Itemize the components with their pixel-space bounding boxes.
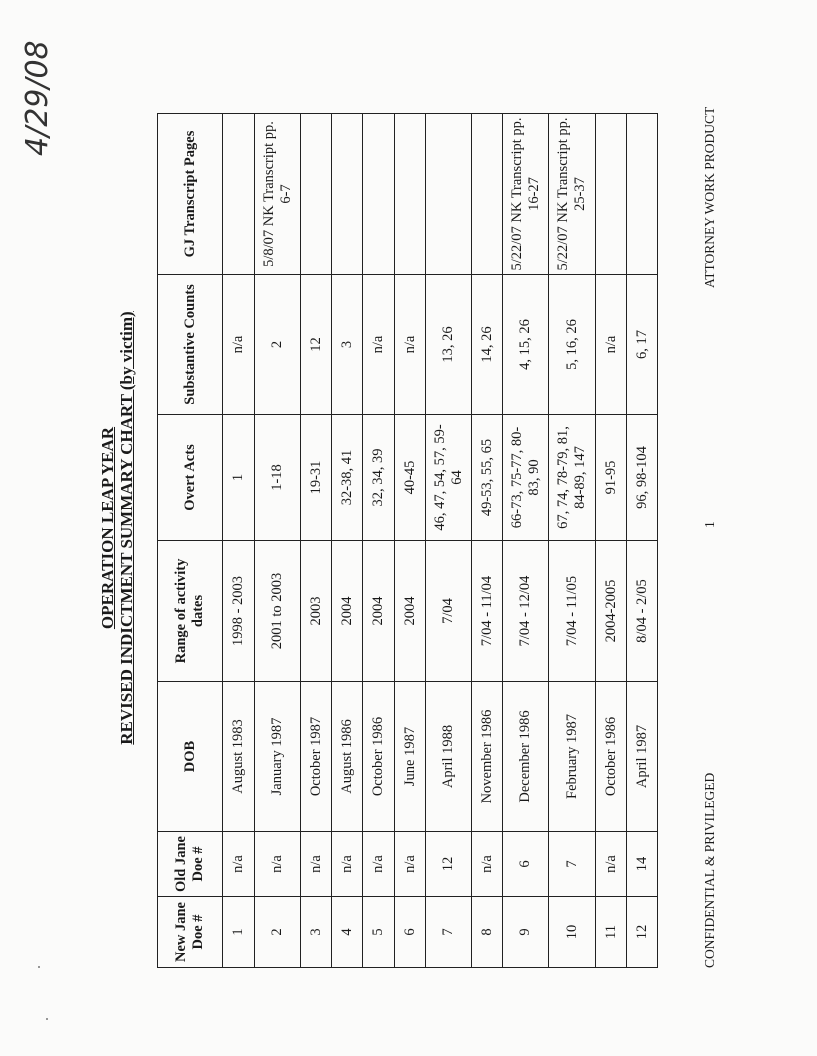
header-cell: Range of activity dates: [158, 541, 223, 682]
table-cell: 12: [627, 897, 658, 968]
table-cell: 2003: [301, 541, 332, 682]
table-cell: 10: [549, 897, 596, 968]
table-cell: 7: [549, 832, 596, 897]
table-cell: 4, 15, 26: [503, 275, 549, 415]
table-cell: n/a: [395, 832, 426, 897]
header-cell: Overt Acts: [158, 415, 223, 541]
table-cell: November 1986: [472, 682, 503, 832]
table-row: [363, 114, 395, 968]
table-cell: October 1986: [363, 682, 395, 832]
handwritten-date: 4/29/08: [20, 40, 55, 156]
footer-confidential: CONFIDENTIAL & PRIVILEGED: [702, 772, 717, 968]
table-cell: 6: [503, 832, 549, 897]
table-cell: 5/22/07 NK Transcript pp. 25-37: [549, 114, 596, 275]
table-cell: June 1987: [395, 682, 426, 832]
table-cell: 67, 74, 78-79, 81, 84-89, 147: [549, 415, 596, 541]
table-cell: n/a: [472, 832, 503, 897]
document-title: OPERATION LEAP YEAR: [98, 426, 117, 630]
table-row: [472, 114, 503, 968]
table-cell: n/a: [363, 275, 395, 415]
table-cell: 1: [223, 415, 255, 541]
header-cell: DOB: [158, 682, 223, 832]
table-cell: n/a: [223, 832, 255, 897]
table-cell: 32-38, 41: [332, 415, 363, 541]
table-cell: [426, 114, 472, 275]
table-cell: [332, 114, 363, 275]
table-cell: 1998 - 2003: [223, 541, 255, 682]
title-block: [98, 0, 136, 1056]
table-cell: 40-45: [395, 415, 426, 541]
table-row: [627, 114, 658, 968]
header-cell: Old Jane Doe #: [158, 832, 223, 897]
table-cell: n/a: [395, 275, 426, 415]
table-cell: n/a: [255, 832, 301, 897]
table-cell: 14: [627, 832, 658, 897]
table-cell: 96, 98-104: [627, 415, 658, 541]
table-cell: 1-18: [255, 415, 301, 541]
header-cell: GJ Transcript Pages: [158, 114, 223, 275]
table-cell: n/a: [223, 275, 255, 415]
table-cell: [395, 114, 426, 275]
table-cell: 1: [223, 897, 255, 968]
table-row: [549, 114, 596, 968]
table-cell: 7/04 - 11/04: [472, 541, 503, 682]
table-row: [332, 114, 363, 968]
header-cell: Substantive Counts: [158, 275, 223, 415]
summary-table: [157, 113, 658, 968]
table-cell: 13, 26: [426, 275, 472, 415]
table-cell: 7/04 - 12/04: [503, 541, 549, 682]
table-cell: 2: [255, 275, 301, 415]
table-cell: 7/04 - 11/05: [549, 541, 596, 682]
header-cell: New Jane Doe #: [158, 897, 223, 968]
table-row: [223, 114, 255, 968]
scan-speck: [46, 1018, 48, 1020]
table-cell: August 1983: [223, 682, 255, 832]
table-cell: February 1987: [549, 682, 596, 832]
table-cell: October 1987: [301, 682, 332, 832]
table-cell: 66-73, 75-77, 80-83, 90: [503, 415, 549, 541]
table-cell: April 1987: [627, 682, 658, 832]
header-row: [158, 114, 223, 968]
table-cell: [472, 114, 503, 275]
table-cell: 8/04 - 2/05: [627, 541, 658, 682]
table-row: [395, 114, 426, 968]
table-cell: 12: [426, 832, 472, 897]
table-cell: [301, 114, 332, 275]
table-cell: n/a: [332, 832, 363, 897]
table-cell: [363, 114, 395, 275]
table-cell: 5, 16, 26: [549, 275, 596, 415]
table-cell: [596, 114, 627, 275]
table-cell: 5/22/07 NK Transcript pp. 16-27: [503, 114, 549, 275]
table-cell: 5: [363, 897, 395, 968]
table-cell: 49-53, 55, 65: [472, 415, 503, 541]
table-cell: 2004-2005: [596, 541, 627, 682]
table-cell: 7: [426, 897, 472, 968]
footer-work-product: ATTORNEY WORK PRODUCT: [702, 106, 717, 288]
table-cell: 4: [332, 897, 363, 968]
table-cell: 91-95: [596, 415, 627, 541]
document-subtitle: REVISED INDICTMENT SUMMARY CHART (by victim): [117, 311, 136, 745]
table-cell: December 1986: [503, 682, 549, 832]
table-row: [596, 114, 627, 968]
table-cell: 8: [472, 897, 503, 968]
table-cell: August 1986: [332, 682, 363, 832]
table-cell: 2: [255, 897, 301, 968]
table-cell: 32, 34, 39: [363, 415, 395, 541]
footer-page-number: 1: [702, 521, 717, 528]
table-row: [503, 114, 549, 968]
table-cell: [627, 114, 658, 275]
table-cell: October 1986: [596, 682, 627, 832]
table-cell: 5/8/07 NK Transcript pp. 6-7: [255, 114, 301, 275]
table-cell: 2004: [395, 541, 426, 682]
table-row: [255, 114, 301, 968]
table-row: [426, 114, 472, 968]
table-cell: 46, 47, 54, 57, 59-64: [426, 415, 472, 541]
table-cell: 2004: [332, 541, 363, 682]
table-cell: 14, 26: [472, 275, 503, 415]
table-cell: 19-31: [301, 415, 332, 541]
scan-speck: [38, 966, 40, 968]
table-cell: 9: [503, 897, 549, 968]
table-cell: n/a: [596, 832, 627, 897]
table-cell: 6: [395, 897, 426, 968]
table-cell: 11: [596, 897, 627, 968]
table-row: [301, 114, 332, 968]
table-cell: 3: [301, 897, 332, 968]
table-cell: 2001 to 2003: [255, 541, 301, 682]
table-cell: 12: [301, 275, 332, 415]
table-cell: 3: [332, 275, 363, 415]
table-cell: n/a: [301, 832, 332, 897]
table-cell: n/a: [596, 275, 627, 415]
table-cell: 7/04: [426, 541, 472, 682]
table-cell: January 1987: [255, 682, 301, 832]
table-cell: 6, 17: [627, 275, 658, 415]
table-cell: 2004: [363, 541, 395, 682]
table-cell: [223, 114, 255, 275]
table-cell: n/a: [363, 832, 395, 897]
table-cell: April 1988: [426, 682, 472, 832]
